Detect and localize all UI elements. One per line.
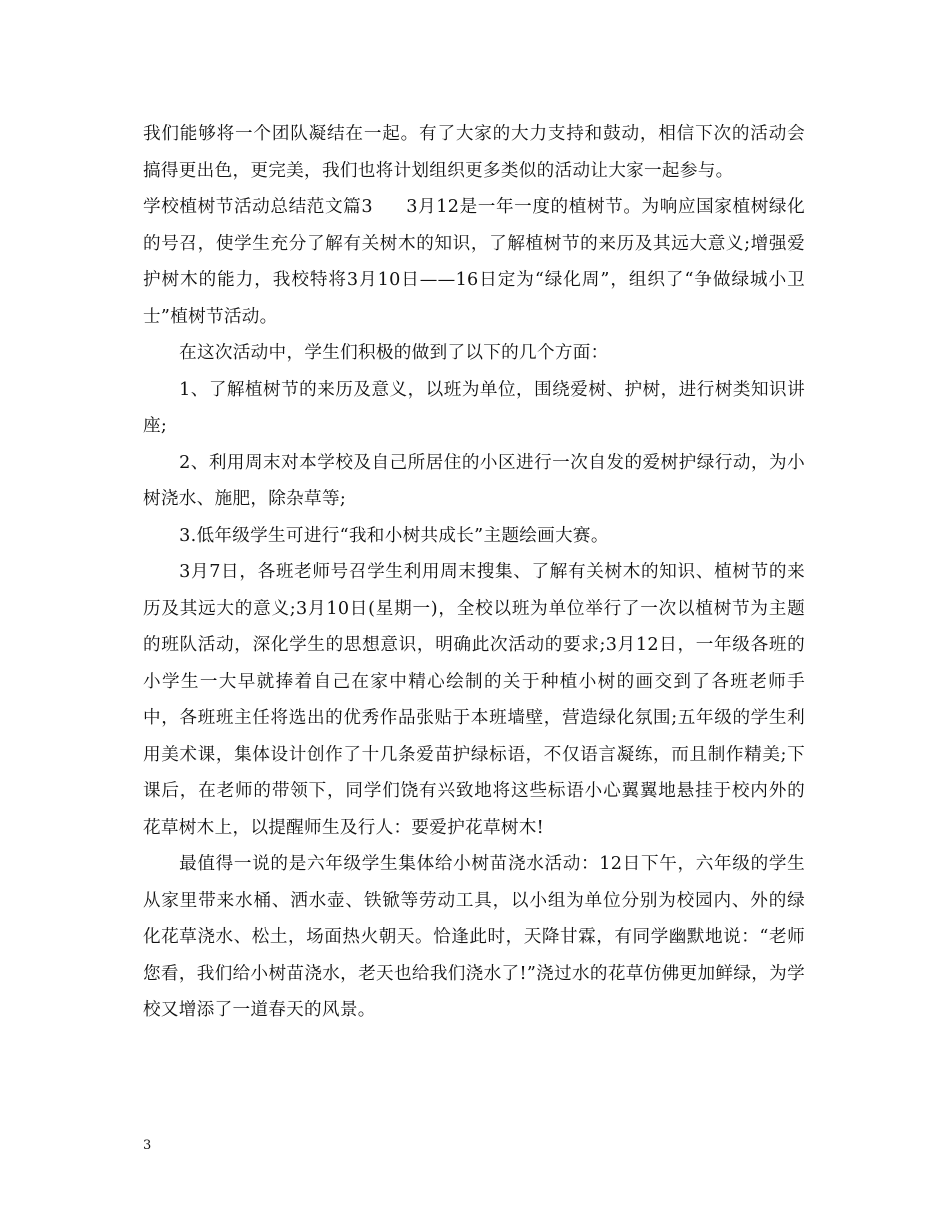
paragraph-activity-timeline: 3月7日，各班老师号召学生利用周末搜集、了解有关树木的知识、植树节的来历及其远大的意义;3月10日(星期一)，全校以班为单位举行了一次以植树节为主题的班队活动，深化学生的思想意识，明确此次活动的要求;3月12日，一年级各班的小学生一大早就捧着自己在家中精心绘制的关于种植小树的画交到了各班老师手中，各班班主任将选出的优秀作品张贴于本班墙壁，营造绿化氛围;五年级的学生利用美术课，集体设计创作了十几条爱苗护绿标语，不仅语言凝练，而且制作精美;下课后，在老师的带领下，同学们饶有兴致地将这些标语小心翼翼地悬挂于校内外的花草树木上，以提醒师生及行人：要爱护花草树木! <box>143 562 805 838</box>
paragraph-watering-activity: 最值得一说的是六年级学生集体给小树苗浇水活动：12日下午，六年级的学生从家里带来水桶、洒水壶、铁锨等劳动工具，以小组为单位分别为校园内、外的绿化花草浇水、松土，场面热火朝天。恰逢此时，天降甘霖，有同学幽默地说：“老师您看，我们给小树苗浇水，老天也给我们浇水了!”浇过水的花草仿佛更加鲜绿，为学校又增添了一道春天的风景。 <box>143 854 805 1020</box>
paragraph-aspects-intro: 在这次活动中，学生们积极的做到了以下的几个方面： <box>179 343 609 363</box>
page-number: 3 <box>143 1138 152 1153</box>
article-intro-text: 3月12是一年一度的植树节。为响应国家植树绿化的号召，使学生充分了解有关树木的知识，了解植树节的来历及其远大意义;增强爱护树木的能力，我校特将3月10日——16日定为“绿化周”，组织了“争做绿城小卫士”植树节活动。 <box>143 197 805 327</box>
article-heading: 学校植树节活动总结范文篇3 <box>143 197 373 217</box>
list-item-1: 1、了解植树节的来历及意义，以班为单位，围绕爱树、护树，进行树类知识讲座; <box>143 379 805 436</box>
list-item-2: 2、利用周末对本学校及自己所居住的小区进行一次自发的爱树护绿行动，为小树浇水、施肥，除杂草等; <box>143 452 805 509</box>
paragraph-article-intro <box>143 189 805 335</box>
list-item-3: 3.低年级学生可进行“我和小树共成长”主题绘画大赛。 <box>179 525 609 546</box>
paragraph-closing-remarks: 我们能够将一个团队凝结在一起。有了大家的大力支持和鼓动，相信下次的活动会搞得更出色，更完美，我们也将计划组织更多类似的活动让大家一起参与。 <box>143 124 805 181</box>
document-body <box>143 116 805 1029</box>
